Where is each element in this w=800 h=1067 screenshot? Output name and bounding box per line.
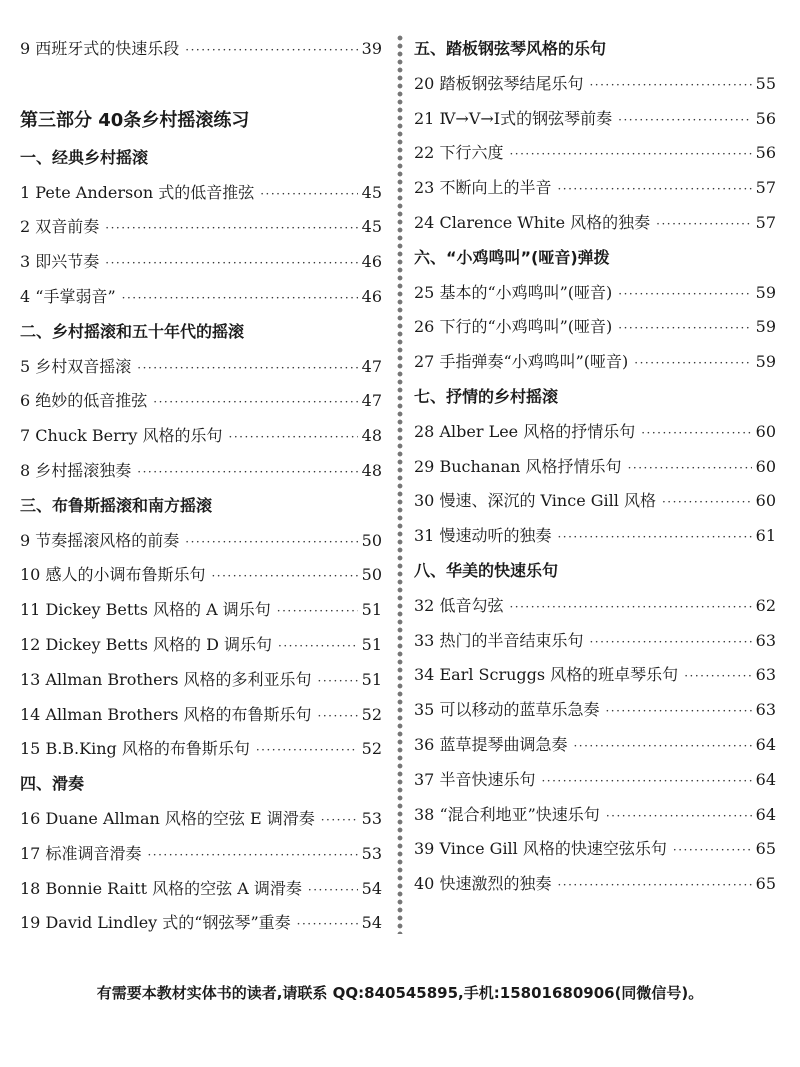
dot-leader xyxy=(137,351,357,386)
dot-leader xyxy=(229,420,358,455)
entry-label: 37 半音快速乐句 xyxy=(414,769,536,789)
dot-leader xyxy=(605,694,751,729)
entry-label: 26 下行的“小鸡鸣叫”(哑音) xyxy=(414,317,613,337)
toc-entry xyxy=(20,454,382,489)
toc-entry xyxy=(414,728,776,763)
entry-page: 56 xyxy=(755,143,776,163)
entry-page: 45 xyxy=(361,217,382,237)
toc-entry xyxy=(20,628,382,663)
entry-label: 3 即兴节奏 xyxy=(20,252,100,272)
dot-leader xyxy=(321,803,358,838)
entry-label: 29 Buchanan 风格抒情乐句 xyxy=(414,456,622,476)
dot-leader xyxy=(641,416,751,451)
dot-leader xyxy=(185,525,357,560)
entry-label: 21 Ⅳ→Ⅴ→Ⅰ式的钢弦琴前奏 xyxy=(414,108,613,128)
dot-leader xyxy=(153,385,357,420)
entry-label: 34 Earl Scruggs 风格的班卓琴乐句 xyxy=(414,665,679,685)
section-heading: 七、抒情的乡村摇滚 xyxy=(414,386,559,406)
toc-entry xyxy=(414,345,776,380)
dot-leader xyxy=(618,277,751,312)
dot-leader xyxy=(509,137,751,172)
entry-page: 50 xyxy=(361,565,382,585)
dot-leader xyxy=(277,594,358,629)
entry-label: 12 Dickey Betts 风格的 D 调乐句 xyxy=(20,634,273,654)
dot-leader xyxy=(557,868,751,903)
toc-left-sections xyxy=(20,141,382,941)
toc-entry xyxy=(414,763,776,798)
dot-leader xyxy=(589,68,751,103)
dot-leader xyxy=(122,281,358,316)
section-heading: 四、滑奏 xyxy=(20,774,85,794)
entry-page: 52 xyxy=(361,739,382,759)
entry-page: 55 xyxy=(755,73,776,93)
dot-leader xyxy=(634,346,751,381)
toc-entry xyxy=(20,419,382,454)
entry-page: 63 xyxy=(755,700,776,720)
toc-right-column xyxy=(414,32,776,902)
entry-page: 60 xyxy=(755,491,776,511)
toc-entry xyxy=(20,906,382,941)
entry-label: 4 “手掌弱音” xyxy=(20,286,116,306)
entry-label: 11 Dickey Betts 风格的 A 调乐句 xyxy=(20,600,271,620)
entry-label: 10 感人的小调布鲁斯乐句 xyxy=(20,565,206,585)
toc-entry xyxy=(414,310,776,345)
entry-page: 53 xyxy=(361,843,382,863)
entry-page: 53 xyxy=(361,808,382,828)
entry-page: 60 xyxy=(755,456,776,476)
entry-page: 51 xyxy=(361,600,382,620)
dot-leader xyxy=(256,733,358,768)
entry-page: 51 xyxy=(361,634,382,654)
dot-leader xyxy=(618,103,752,138)
toc-entry xyxy=(414,67,776,102)
section-heading: 二、乡村摇滚和五十年代的摇滚 xyxy=(20,321,245,341)
entry-label: 15 B.B.King 风格的布鲁斯乐句 xyxy=(20,739,250,759)
entry-label: 1 Pete Anderson 式的低音推弦 xyxy=(20,182,255,202)
entry-page: 65 xyxy=(755,874,776,894)
entry-label: 23 不断向上的半音 xyxy=(414,178,552,198)
toc-entry xyxy=(414,415,776,450)
entry-page: 47 xyxy=(361,356,382,376)
column-divider xyxy=(396,34,404,934)
toc-entry xyxy=(20,350,382,385)
entry-page: 46 xyxy=(361,286,382,306)
toc-entry xyxy=(20,210,382,245)
entry-label: 32 低音勾弦 xyxy=(414,595,504,615)
toc-entry xyxy=(414,693,776,728)
dot-leader xyxy=(557,520,751,555)
entry-page: 59 xyxy=(755,282,776,302)
entry-page: 64 xyxy=(755,769,776,789)
entry-label: 36 蓝草提琴曲调急奏 xyxy=(414,734,568,754)
entry-label: 24 Clarence White 风格的独奏 xyxy=(414,212,651,232)
dot-leader xyxy=(211,559,357,594)
dot-leader xyxy=(509,590,751,625)
entry-page: 64 xyxy=(755,734,776,754)
dot-leader xyxy=(318,699,358,734)
entry-page: 48 xyxy=(361,426,382,446)
entry-label: 8 乡村摇滚独奏 xyxy=(20,460,132,480)
part-title: 第三部分 40条乡村摇滚练习 xyxy=(20,109,250,131)
toc-entry xyxy=(414,450,776,485)
entry-page: 39 xyxy=(361,39,382,58)
toc-entry xyxy=(20,32,382,67)
dot-leader xyxy=(606,799,752,834)
entry-label: 2 双音前奏 xyxy=(20,217,100,237)
toc-entry xyxy=(414,484,776,519)
entry-label: 9 西班牙式的快速乐段 xyxy=(20,39,180,58)
entry-page: 54 xyxy=(361,878,382,898)
entry-label: 7 Chuck Berry 风格的乐句 xyxy=(20,426,223,446)
section-heading: 一、经典乡村摇滚 xyxy=(20,147,149,167)
toc-entry xyxy=(20,663,382,698)
entry-label: 31 慢速动听的独奏 xyxy=(414,526,552,546)
entry-label: 35 可以移动的蓝草乐急奏 xyxy=(414,700,600,720)
toc-entry xyxy=(414,136,776,171)
dot-leader xyxy=(628,451,752,486)
toc-entry xyxy=(20,176,382,211)
toc-entry xyxy=(414,658,776,693)
toc-right-sections xyxy=(414,32,776,902)
entry-page: 47 xyxy=(361,391,382,411)
section-heading: 五、踏板钢弦琴风格的乐句 xyxy=(414,39,607,58)
entry-page: 56 xyxy=(755,108,776,128)
entry-label: 14 Allman Brothers 风格的布鲁斯乐句 xyxy=(20,704,312,724)
entry-label: 40 快速激烈的独奏 xyxy=(414,874,552,894)
entry-label: 20 踏板钢弦琴结尾乐句 xyxy=(414,73,584,93)
toc-entry xyxy=(20,732,382,767)
entry-page: 64 xyxy=(755,804,776,824)
toc-entry xyxy=(20,245,382,280)
dot-leader xyxy=(684,659,751,694)
entry-label: 28 Alber Lee 风格的抒情乐句 xyxy=(414,421,636,441)
dot-leader xyxy=(105,246,357,281)
entry-label: 6 绝妙的低音推弦 xyxy=(20,391,148,411)
dot-leader xyxy=(318,664,358,699)
toc-entry xyxy=(20,698,382,733)
entry-label: 16 Duane Allman 风格的空弦 E 调滑奏 xyxy=(20,808,315,828)
dot-leader xyxy=(105,211,357,246)
toc-entry xyxy=(414,867,776,902)
toc-entry xyxy=(20,837,382,872)
toc-entry xyxy=(414,102,776,137)
toc-entry xyxy=(20,558,382,593)
dot-leader xyxy=(573,729,751,764)
toc-entry xyxy=(20,802,382,837)
toc-entry xyxy=(414,276,776,311)
dot-leader xyxy=(137,455,357,490)
dot-leader xyxy=(297,907,358,942)
entry-label: 22 下行六度 xyxy=(414,143,504,163)
dot-leader xyxy=(185,33,357,68)
dot-leader xyxy=(308,873,358,908)
entry-page: 46 xyxy=(361,252,382,272)
entry-label: 17 标准调音滑奏 xyxy=(20,843,142,863)
entry-page: 57 xyxy=(755,212,776,232)
dot-leader xyxy=(557,172,751,207)
entry-page: 62 xyxy=(755,595,776,615)
entry-label: 27 手指弹奏“小鸡鸣叫”(哑音) xyxy=(414,352,629,372)
toc-entry xyxy=(20,593,382,628)
entry-page: 50 xyxy=(361,530,382,550)
section-heading: 三、布鲁斯摇滚和南方摇滚 xyxy=(20,495,213,515)
entry-label: 19 David Lindley 式的“钢弦琴”重奏 xyxy=(20,913,291,933)
toc-entry xyxy=(20,280,382,315)
entry-page: 45 xyxy=(361,182,382,202)
entry-label: 25 基本的“小鸡鸣叫”(哑音) xyxy=(414,282,613,302)
entry-page: 51 xyxy=(361,669,382,689)
section-heading: 六、“小鸡鸣叫”(哑音)弹拨 xyxy=(414,247,610,267)
entry-page: 59 xyxy=(755,317,776,337)
toc-entry xyxy=(414,171,776,206)
toc-entry xyxy=(414,798,776,833)
toc-entry xyxy=(20,524,382,559)
dot-leader xyxy=(589,625,751,660)
entry-label: 13 Allman Brothers 风格的多利亚乐句 xyxy=(20,669,312,689)
toc-entry xyxy=(414,206,776,241)
dot-leader xyxy=(541,764,751,799)
entry-page: 52 xyxy=(361,704,382,724)
entry-label: 39 Vince Gill 风格的快速空弦乐句 xyxy=(414,839,667,859)
toc-entry xyxy=(414,832,776,867)
entry-page: 63 xyxy=(755,630,776,650)
entry-label: 5 乡村双音摇滚 xyxy=(20,356,132,376)
entry-label: 30 慢速、深沉的 Vince Gill 风格 xyxy=(414,491,656,511)
entry-page: 60 xyxy=(755,421,776,441)
toc-entry xyxy=(20,384,382,419)
entry-page: 48 xyxy=(361,460,382,480)
contact-footer: 有需要本教材实体书的读者,请联系 QQ:840545895,手机:15801680906(同微信号)。 xyxy=(96,984,704,1002)
entry-page: 63 xyxy=(755,665,776,685)
entry-label: 33 热门的半音结束乐句 xyxy=(414,630,584,650)
entry-page: 54 xyxy=(361,913,382,933)
entry-page: 61 xyxy=(755,526,776,546)
entry-page: 59 xyxy=(755,352,776,372)
section-heading: 八、华美的快速乐句 xyxy=(414,560,559,580)
toc-entry xyxy=(414,624,776,659)
dot-leader xyxy=(656,207,752,242)
dot-leader xyxy=(147,838,357,873)
entry-label: 9 节奏摇滚风格的前奏 xyxy=(20,530,180,550)
entry-label: 38 “混合利地亚”快速乐句 xyxy=(414,804,600,824)
entry-label: 18 Bonnie Raitt 风格的空弦 A 调滑奏 xyxy=(20,878,302,898)
dot-leader xyxy=(673,833,752,868)
toc-entry xyxy=(414,589,776,624)
toc-entry xyxy=(414,519,776,554)
entry-page: 57 xyxy=(755,178,776,198)
dot-leader xyxy=(278,629,358,664)
dot-leader xyxy=(260,177,357,212)
toc-entry xyxy=(20,872,382,907)
toc-left-column xyxy=(20,32,382,941)
entry-page: 65 xyxy=(755,839,776,859)
dot-leader xyxy=(662,485,752,520)
dot-leader xyxy=(618,311,751,346)
